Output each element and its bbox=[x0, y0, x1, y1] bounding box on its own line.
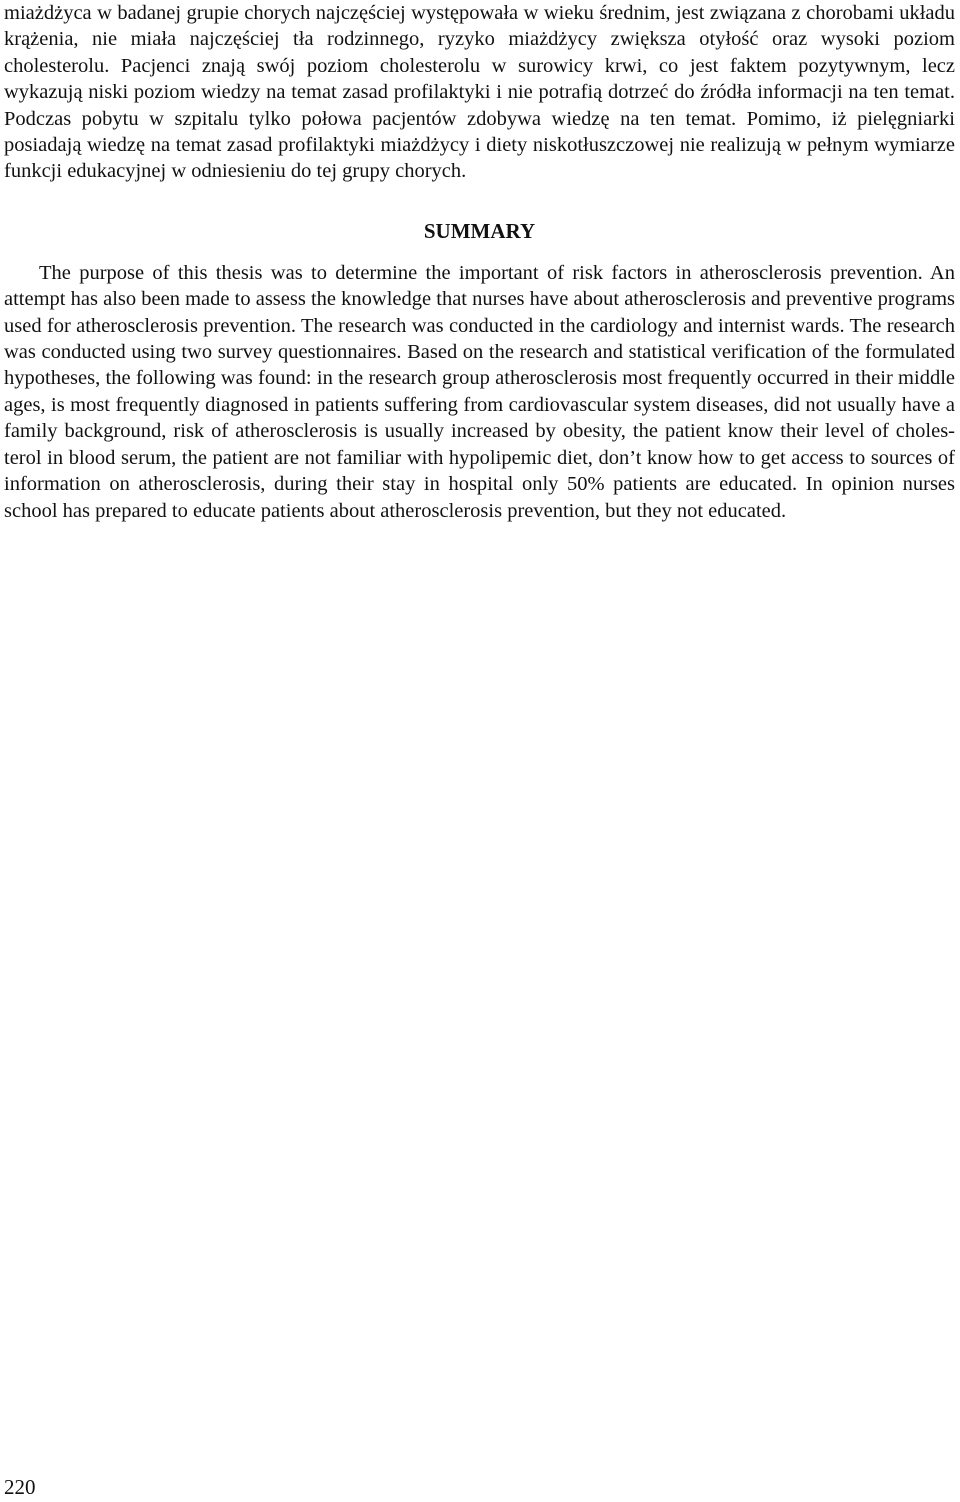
summary-paragraph: The purpose of this thesis was to determine the important of risk factors in atherosclerosis prevention. An attempt has also been made to assess the knowledge that nurses have about atherosclerosis and preventive programs used for atherosclerosis prevention. The research was conducted in the cardiology and internist wards. The research was conducted using two survey questionnaires. Based on the research and statistical verification of the formulated hypotheses, the following was found: in the research group atherosclerosis most frequently occurred in their middle ages, is most frequently diagnosed in patients suffering from cardiovascular system diseases, did not usually have a family background, risk of atherosclerosis is usually increased by obesity, the patient know their level of cholesterol in blood serum, the patient are not familiar with hypolipemic diet, don’t know how to get access to sources of information on atherosclerosis, during their stay in hospital only 50% patients are educated. In opinion nurses school has prepared to educate patients about atherosclerosis prevention, but they not educated. bbox=[4, 261, 955, 522]
text-column bbox=[4, 0, 955, 524]
summary-heading: SUMMARY bbox=[423, 218, 536, 243]
page-number: 220 bbox=[4, 1475, 36, 1499]
polish-abstract-paragraph: miażdżyca w badanej grupie chorych najczęściej występowała w wieku średnim, jest związana z chorobami układu krążenia, nie miała najczęściej tła rodzinnego, ryzyko miażdżycy zwiększa otyłość oraz wysoki poziom cholesterolu. Pacjenci znają swój poziom cholesterolu w surowicy krwi, co jest faktem pozytywnym, lecz wykazują niski poziom wiedzy na temat zasad profilaktyki i nie potrafią dotrzeć do źródła informacji na ten temat. Podczas pobytu w szpitalu tylko połowa pacjentów zdobywa wiedzę na ten temat. Pomimo, iż pielęgniarki posiadają wiedzę na temat zasad profilaktyki miażdżycy i diety niskotłuszczowej nie realizują w pełnym wymiarze funkcji edukacyjnej w odniesieniu do tej grupy chorych. bbox=[4, 2, 955, 183]
